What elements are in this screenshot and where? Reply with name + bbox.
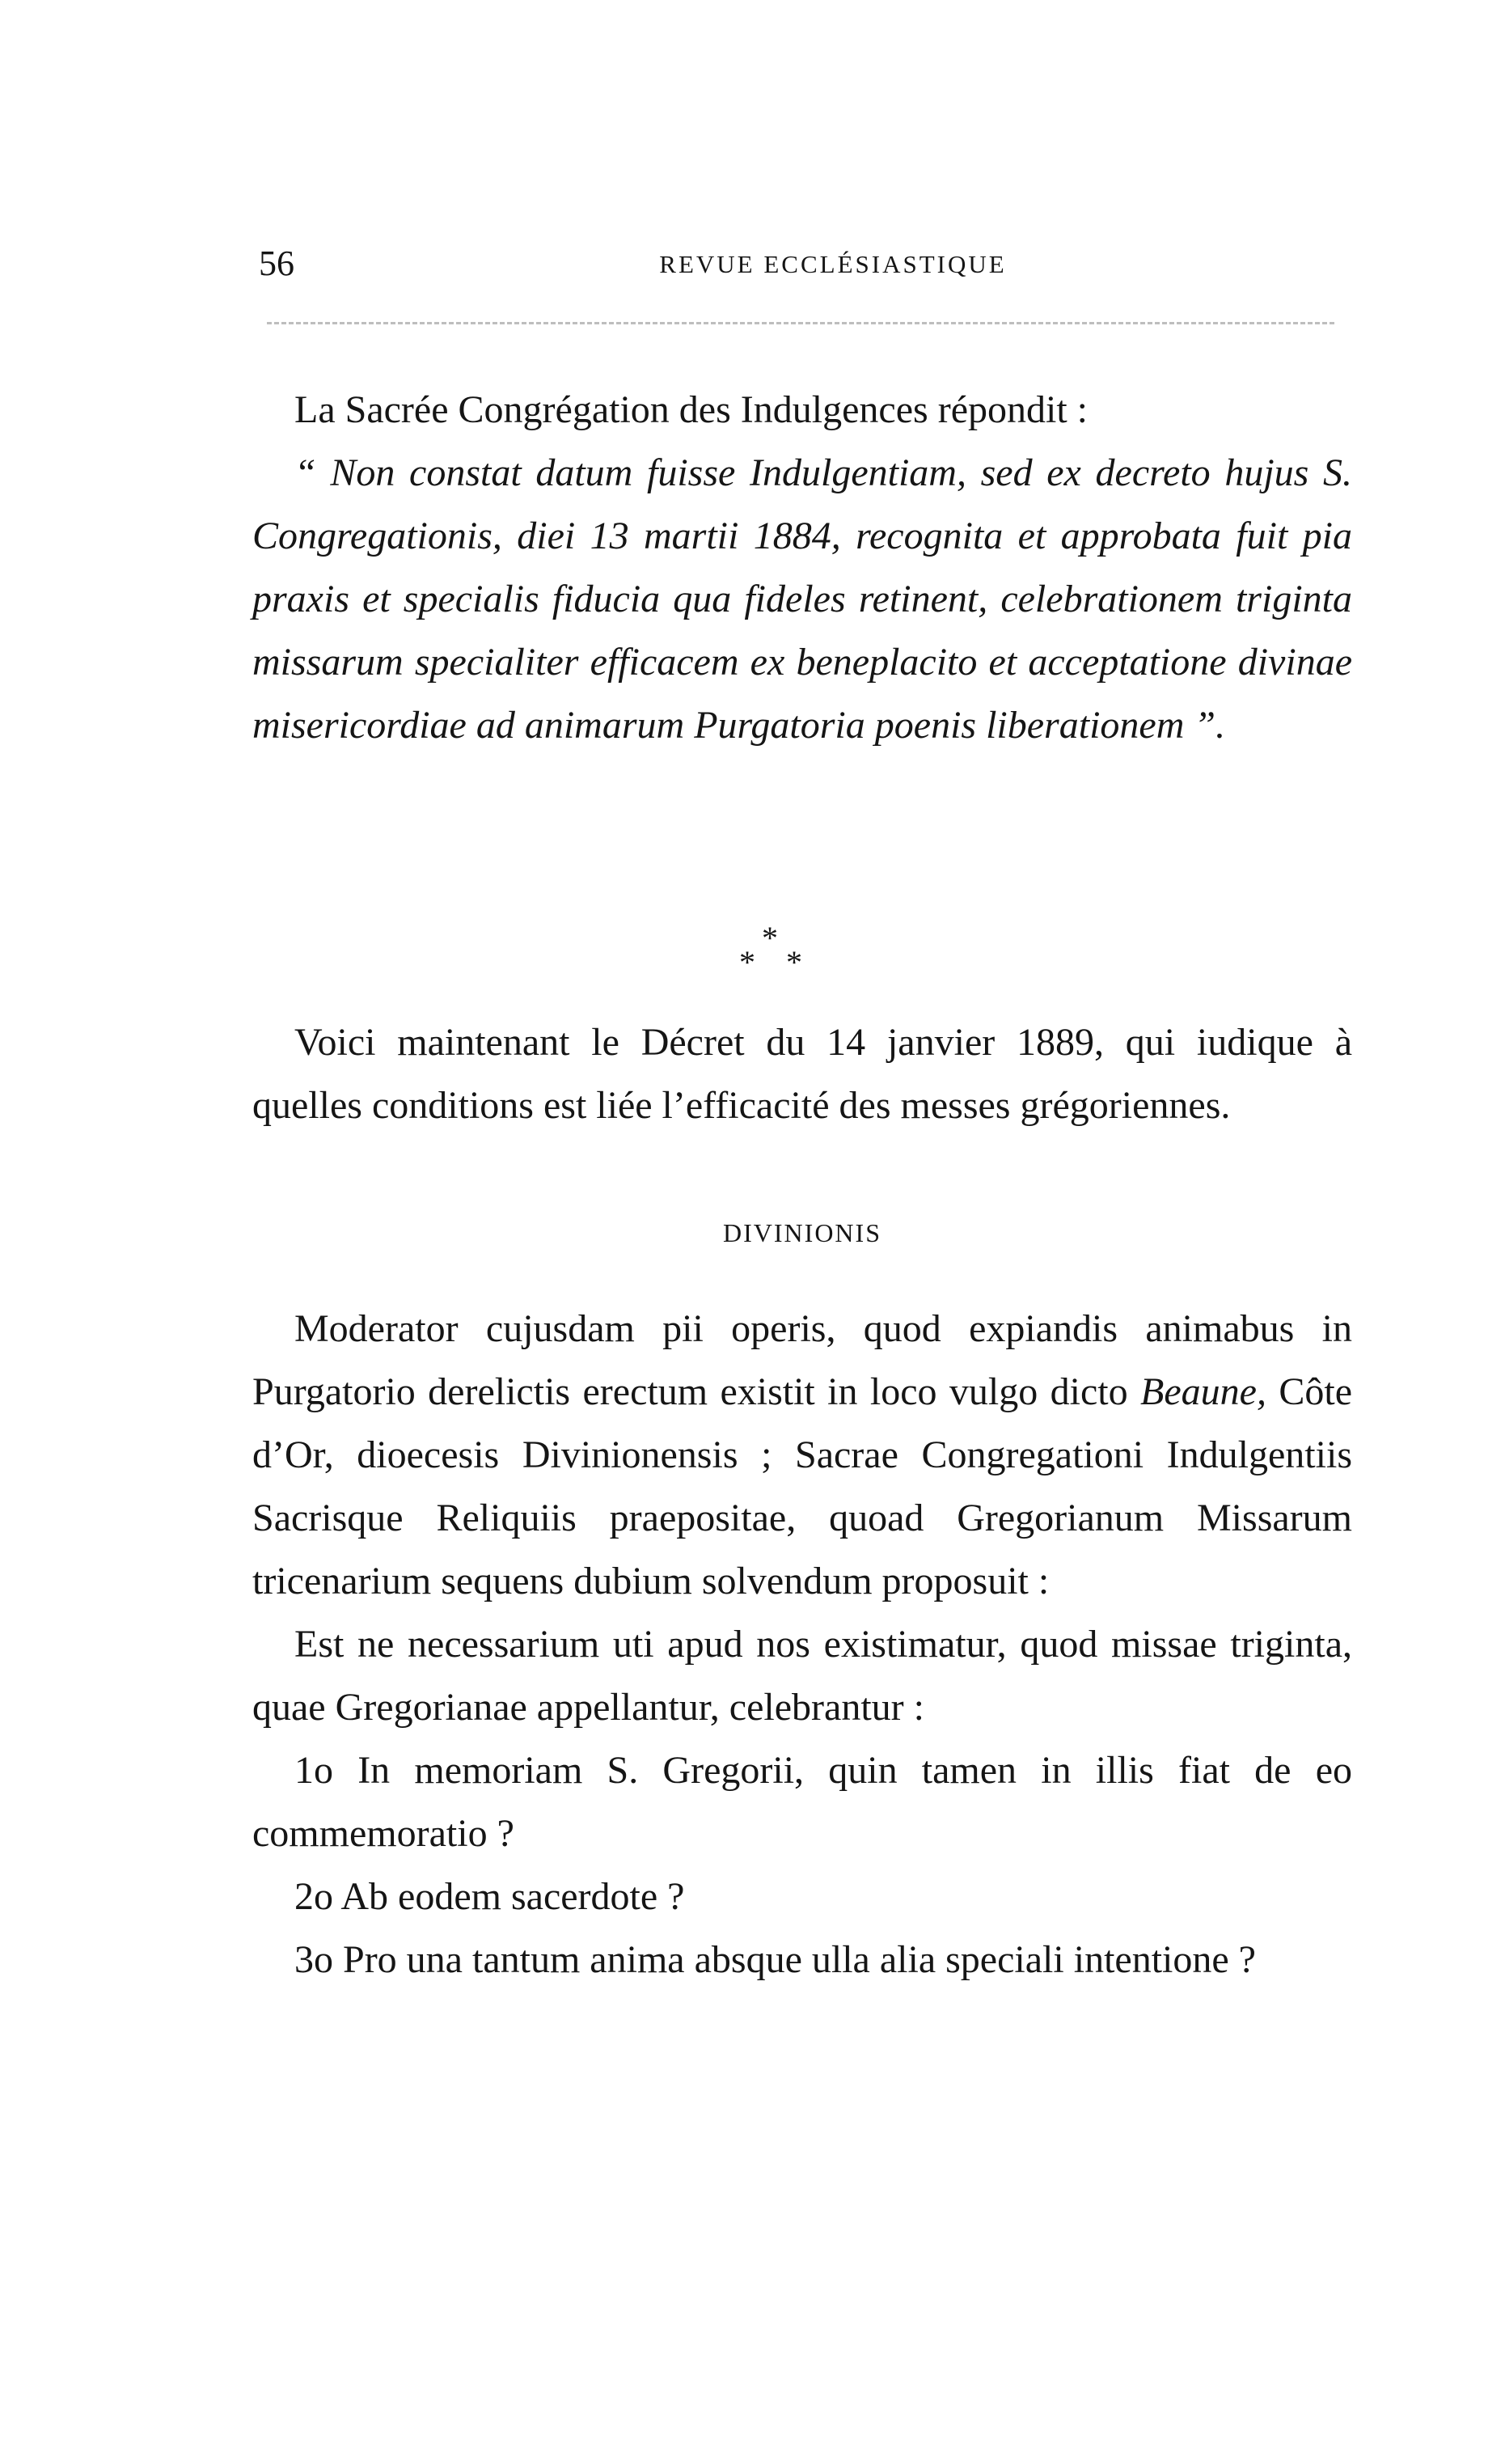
running-title: REVUE ECCLÉSIASTIQUE xyxy=(659,250,1007,278)
place-name: Beaune, xyxy=(1140,1370,1266,1413)
asterisk-left: * xyxy=(739,944,755,980)
asterisk-top: * xyxy=(762,920,778,956)
asterisk-right: * xyxy=(786,944,802,980)
decree-body-section xyxy=(252,1298,1352,1992)
question-item-3: 3o Pro una tantum anima absque ulla alia speciali intentione ? xyxy=(294,1938,1256,1981)
decree-intro-paragraph: Voici maintenant le Décret du 14 janvier 1889, qui iudique à quelles conditions est liée l’efficacité des messes grégoriennes. xyxy=(252,1021,1352,1127)
decree-text-part-2: Côte d’Or, dioecesis Divinionensis ; Sacrae Congregationi Indulgentiis Sacrisque Reliquiis praepositae, quoad Gregorianum Missarum tricenarium sequens dubium solvendum proposuit : xyxy=(252,1370,1352,1602)
question-item-1: 1o In memoriam S. Gregorii, quin tamen in illis fiat de eo commemoratio ? xyxy=(252,1749,1352,1855)
decree-paragraph-1 xyxy=(252,1298,1352,1613)
reply-intro: La Sacrée Congrégation des Indulgences répondit : xyxy=(294,388,1088,431)
section-heading: DIVINIONIS xyxy=(723,1218,881,1247)
latin-quote: “ Non constat datum fuisse Indulgentiam, sed ex decreto hujus S. Congregationis, diei 13 martii 1884, recognita et approbata fuit pia praxis et specialis fiducia qua fideles retinent, celebrationem triginta missarum specialiter efficacem ex beneplacito et acceptatione divinae misericordiae ad animarum Purgatoria poenis liberationem ”. xyxy=(252,451,1352,747)
question-item-2: 2o Ab eodem sacerdote ? xyxy=(294,1875,685,1918)
asterism-separator xyxy=(728,922,825,995)
page-header xyxy=(259,239,1359,288)
page-number: 56 xyxy=(259,243,294,283)
header-rule xyxy=(267,322,1334,324)
decree-intro-section xyxy=(252,1011,1352,1137)
decree-paragraph-2: Est ne necessarium uti apud nos existimatur, quod missae triginta, quae Gregorianae appellantur, celebrantur : xyxy=(252,1623,1352,1729)
congregation-reply-section xyxy=(252,379,1352,757)
decree-text-part-1: Moderator cujusdam pii operis, quod expiandis animabus in Purgatorio derelictis erectum existit in loco vulgo dicto xyxy=(252,1307,1352,1413)
